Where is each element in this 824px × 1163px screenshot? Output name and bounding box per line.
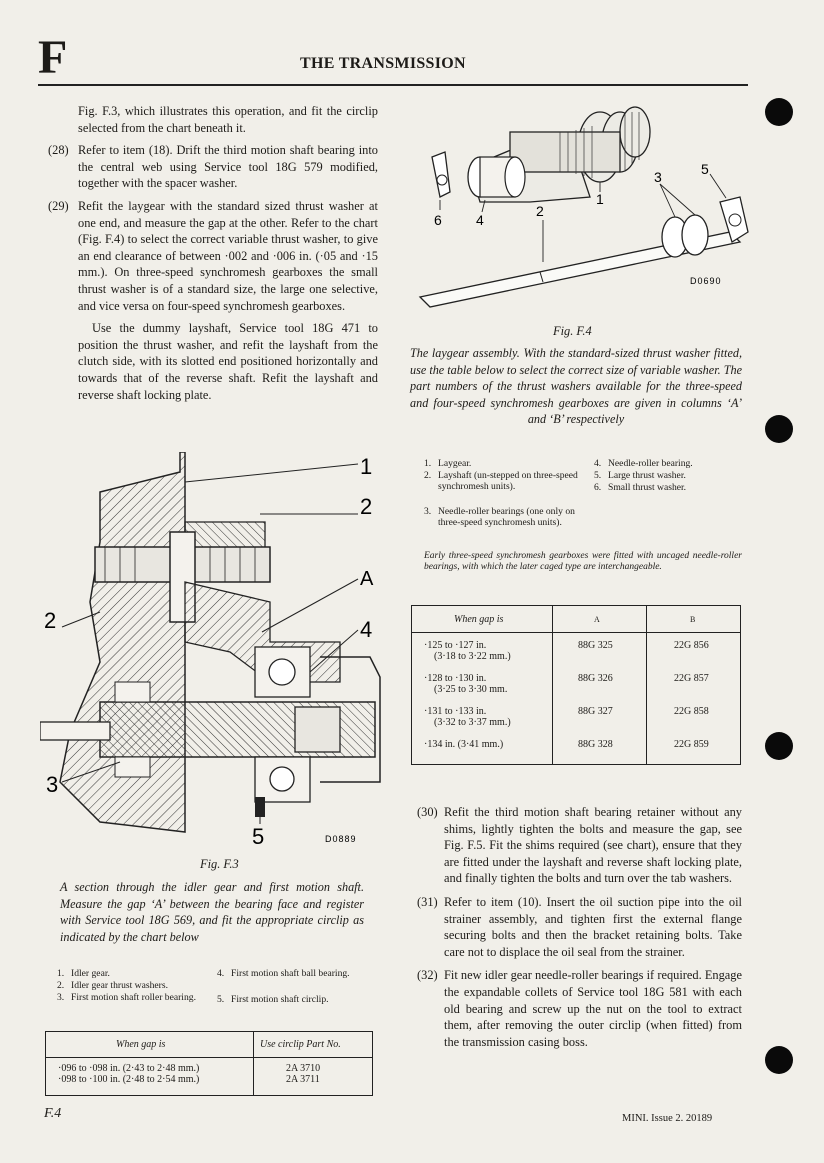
step-number: (28) (48, 143, 69, 158)
step-number: (30) (417, 805, 438, 819)
table-cell: 88G 327 (578, 706, 613, 717)
fig4-callout: 4 (476, 212, 484, 228)
table-cell: 22G 859 (674, 739, 709, 750)
fig-f3-caption: A section through the idler gear and first motion shaft. Measure the gap ‘A’ between the bearing face and register with Service tool 18G 569, and fit the appropriate circlip as indicated by the chart below (60, 880, 364, 944)
fig4-callout: 3 (654, 169, 662, 185)
table-header: When gap is (454, 614, 504, 625)
continuation-paragraph: Fig. F.3, which illustrates this operation, and fit the circlip selected from the chart beneath it. (78, 104, 378, 135)
table-cell: ·098 to ·100 in. (2·48 to 2·54 mm.) (58, 1074, 200, 1085)
table-cell: 2A 3710 (286, 1063, 321, 1074)
table-cell: 22G 857 (674, 673, 709, 684)
thrust-washer-selection-table (411, 605, 741, 765)
step-text: Refer to item (18). Drift the third motion shaft bearing into the central web using Service tool 18G 579 modified, together with the spacer washer. (78, 143, 378, 191)
fig3-callout: 5 (252, 824, 265, 849)
fig3-callout: 4 (360, 617, 373, 642)
table-cell: 22G 858 (674, 706, 709, 717)
step-number: (29) (48, 198, 69, 213)
header-rule (38, 84, 748, 86)
step-text: Refer to item (10). Insert the oil suction pipe into the oil strainer assembly, and tighten first the external flange securing bolts and then the bracket retaining bolts. Take care not to displace the oil seal from the strainer. (444, 894, 742, 959)
fig-f4-laygear-assembly-illustration (410, 102, 755, 317)
section-letter: F (38, 31, 68, 84)
table-cell: 2A 3711 (286, 1074, 320, 1085)
table-cell: (3·25 to 3·30 mm. (434, 684, 508, 695)
table-header: B (690, 615, 696, 624)
step-number: (32) (417, 968, 438, 983)
table-cell: 88G 328 (578, 739, 613, 750)
page-title: THE TRANSMISSION (300, 55, 466, 72)
fig3-callout: 1 (360, 454, 373, 479)
fig4-callout: 1 (596, 191, 604, 207)
step-32 (417, 967, 742, 1050)
fig-f4-note: Early three-speed synchromesh gearboxes were fitted with uncaged needle-roller bearings, with which the later caged type are interchangeable. (424, 551, 742, 572)
table-cell: ·128 to ·130 in. (424, 673, 487, 684)
table-cell: ·096 to ·098 in. (2·43 to 2·48 mm.) (58, 1063, 200, 1074)
table-header: Use circlip Part No. (260, 1039, 341, 1050)
table-cell: ·131 to ·133 in. (424, 706, 487, 717)
punch-hole (765, 1046, 793, 1074)
table-cell: (3·32 to 3·37 mm.) (434, 717, 511, 728)
fig-f3-idler-gear-section-illustration (40, 452, 384, 852)
step-30 (417, 804, 742, 887)
table-cell: ·134 in. (3·41 mm.) (424, 739, 504, 750)
step-28 (48, 142, 378, 192)
table-cell: (3·18 to 3·22 mm.) (434, 651, 511, 662)
fig-f3-title: Fig. F.3 (200, 857, 239, 871)
layshaft-paragraph: Use the dummy layshaft, Service tool 18G 471 to position the thrust washer, and refit the layshaft from the clutch side, with its slotted end positioned horizontally and towards that of the reverse shaft. Refit the layshaft and reverse shaft locking plate. (78, 321, 378, 402)
step-text: Refit the laygear with the standard sized thrust washer at one end, and measure the gap at the other. Refer to the chart (Fig. F.4) to select the correct variable thrust washer, to give an end clearance of between ·002 and ·006 in. (·05 and ·15 mm.). On three-speed synchromesh gearboxes the small thrust washer is of a standard size, the large one selective, and vice versa on four-speed synchromesh gearboxes. (78, 198, 378, 313)
fig3-callout: 2 (360, 494, 373, 519)
fig-f4-caption: The laygear assembly. With the standard-sized thrust washer fitted, use the table below to select the correct size of variable washer. The part numbers of the thrust washers available for the three-speed and four-speed synchromesh gearboxes are given in columns ‘A’ and ‘B’ respectively (410, 346, 742, 426)
fig3-callout: 2 (44, 608, 57, 633)
fig-f4-title: Fig. F.4 (553, 324, 592, 338)
fig4-callout: 2 (536, 203, 544, 219)
left-column-text (48, 103, 378, 409)
table-cell: 22G 856 (674, 640, 709, 651)
fig-f3-legend: 1. Idler gear. 2. Idler gear thrust washers. 3. First motion shaft roller bearing. 4. First motion shaft ball bearing. 5. First motion shaft circlip. (57, 968, 350, 1005)
table-header: When gap is (116, 1039, 166, 1050)
table-header: A (594, 615, 600, 624)
punch-hole (765, 415, 793, 443)
step-number: (31) (417, 894, 438, 909)
issue-label: MINI. Issue 2. 20189 (622, 1113, 713, 1124)
right-column-text (417, 804, 742, 1057)
step-29 (48, 198, 378, 314)
fig4-drawing-code: D0690 (690, 276, 722, 286)
step-text: Refit the third motion shaft bearing retainer without any shims, lightly tighten the bolts and measure the gap, see Fig. F.5. Fit the shims required (see chart), ensure that they are fitted under the layshaft and reverse shaft locking plate, and finally tighten the bolts and turn over the tab washers. (444, 805, 742, 886)
fig4-callout: 6 (434, 212, 442, 228)
table-cell: 88G 326 (578, 673, 613, 684)
punch-hole (765, 98, 793, 126)
table-cell: ·125 to ·127 in. (424, 640, 487, 651)
fig4-callout: 5 (701, 161, 709, 177)
step-text: Fit new idler gear needle-roller bearings if required. Engage the expandable collets of Service tool 18G 581 with each old bearing and screw up the nut on the tool to extract them, after removing the outer circlip (when fitted) from the transmission casing boss. (444, 968, 742, 1049)
fig3-drawing-code: D0889 (325, 834, 357, 844)
punch-hole (765, 732, 793, 760)
page-number: F.4 (44, 1106, 62, 1121)
fig3-callout: 3 (46, 772, 59, 797)
fig3-callout: A (360, 568, 374, 590)
circlip-selection-table (45, 1031, 373, 1096)
step-31 (417, 894, 742, 960)
table-cell: 88G 325 (578, 640, 613, 651)
fig-f4-legend: 1. Laygear. 2. Layshaft (un-stepped on three-speed synchromesh units). 3. Needle-roller bearings (one only on three-speed synchromesh units). 4. Needle-roller bearing. 5. Large thrust washer. 6. Small thrust washer. (424, 458, 693, 528)
